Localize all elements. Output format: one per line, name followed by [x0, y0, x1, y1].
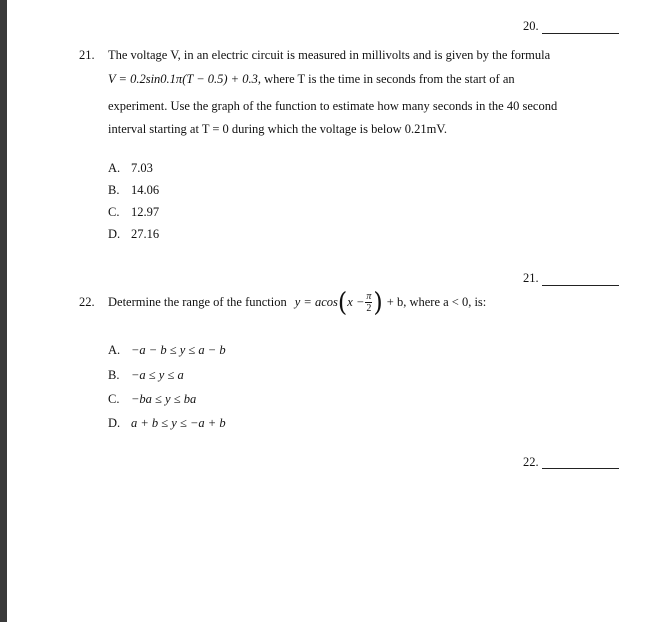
q22-left-paren: (	[337, 286, 348, 318]
page-left-border	[0, 0, 7, 622]
q22-suffix: + b, where a < 0, is:	[386, 294, 487, 309]
q22-frac-num: π	[366, 290, 372, 302]
q21-option-d[interactable]	[108, 227, 159, 242]
q22-option-a[interactable]	[108, 343, 226, 358]
q22-option-b-label: B.	[108, 368, 120, 382]
q22-prefix: Determine the range of the function	[108, 294, 287, 309]
q22-stem	[108, 283, 486, 321]
answer-label-22: 22.	[523, 455, 539, 469]
q22-option-d[interactable]	[108, 416, 226, 431]
answer-blank-21[interactable]	[542, 285, 619, 286]
q21-formula: V = 0.2sin0.1π(T − 0.5) + 0.3	[108, 72, 258, 86]
q21-option-b-text: 14.06	[131, 183, 160, 197]
q22-option-c-label: C.	[108, 392, 120, 406]
q22-inner: x −	[347, 294, 365, 309]
q21-option-d-label: D.	[108, 227, 121, 241]
q22-option-a-text: −a − b ≤ y ≤ a − b	[131, 343, 226, 357]
answer-label-20: 20.	[523, 19, 539, 33]
q21-text-line4: interval starting at T = 0 during which the voltage is below 0.21mV.	[108, 122, 447, 136]
q21-option-b[interactable]	[108, 183, 159, 198]
q22-fraction	[365, 291, 372, 314]
q22-option-b-text: −a ≤ y ≤ a	[131, 368, 184, 382]
q22-frac-den: 2	[366, 302, 372, 314]
answer-blank-20[interactable]	[542, 33, 619, 34]
q21-number: 21.	[79, 48, 95, 62]
q22-number: 22.	[79, 295, 95, 309]
q21-text-line3: experiment. Use the graph of the function to estimate how many seconds in the 40 second	[108, 99, 558, 113]
q21-option-c-text: 12.97	[131, 205, 160, 219]
q21-option-d-text: 27.16	[131, 227, 160, 241]
q22-option-d-label: D.	[108, 416, 121, 430]
q21-option-c-label: C.	[108, 205, 120, 219]
q22-function-lhs: y = acos	[294, 294, 338, 309]
q21-option-c[interactable]	[108, 205, 159, 220]
q21-option-a[interactable]	[108, 161, 153, 176]
q22-right-paren: )	[373, 286, 383, 318]
q21-text-line1: The voltage V, in an electric circuit is measured in millivolts and is given by the formula	[108, 48, 551, 62]
q22-option-c[interactable]	[108, 392, 196, 407]
q22-option-c-text: −ba ≤ y ≤ ba	[131, 392, 197, 406]
q21-formula-line	[108, 72, 515, 87]
q21-option-b-label: B.	[108, 183, 120, 197]
q22-option-b[interactable]	[108, 368, 184, 383]
q22-option-a-label: A.	[108, 343, 121, 357]
q21-option-a-text: 7.03	[131, 161, 153, 175]
q22-option-d-text: a + b ≤ y ≤ −a + b	[131, 416, 226, 430]
q21-formula-suffix: , where T is the time in seconds from the start of an	[257, 72, 515, 86]
answer-blank-22[interactable]	[542, 468, 619, 469]
answer-label-21: 21.	[523, 271, 539, 285]
q21-option-a-label: A.	[108, 161, 121, 175]
